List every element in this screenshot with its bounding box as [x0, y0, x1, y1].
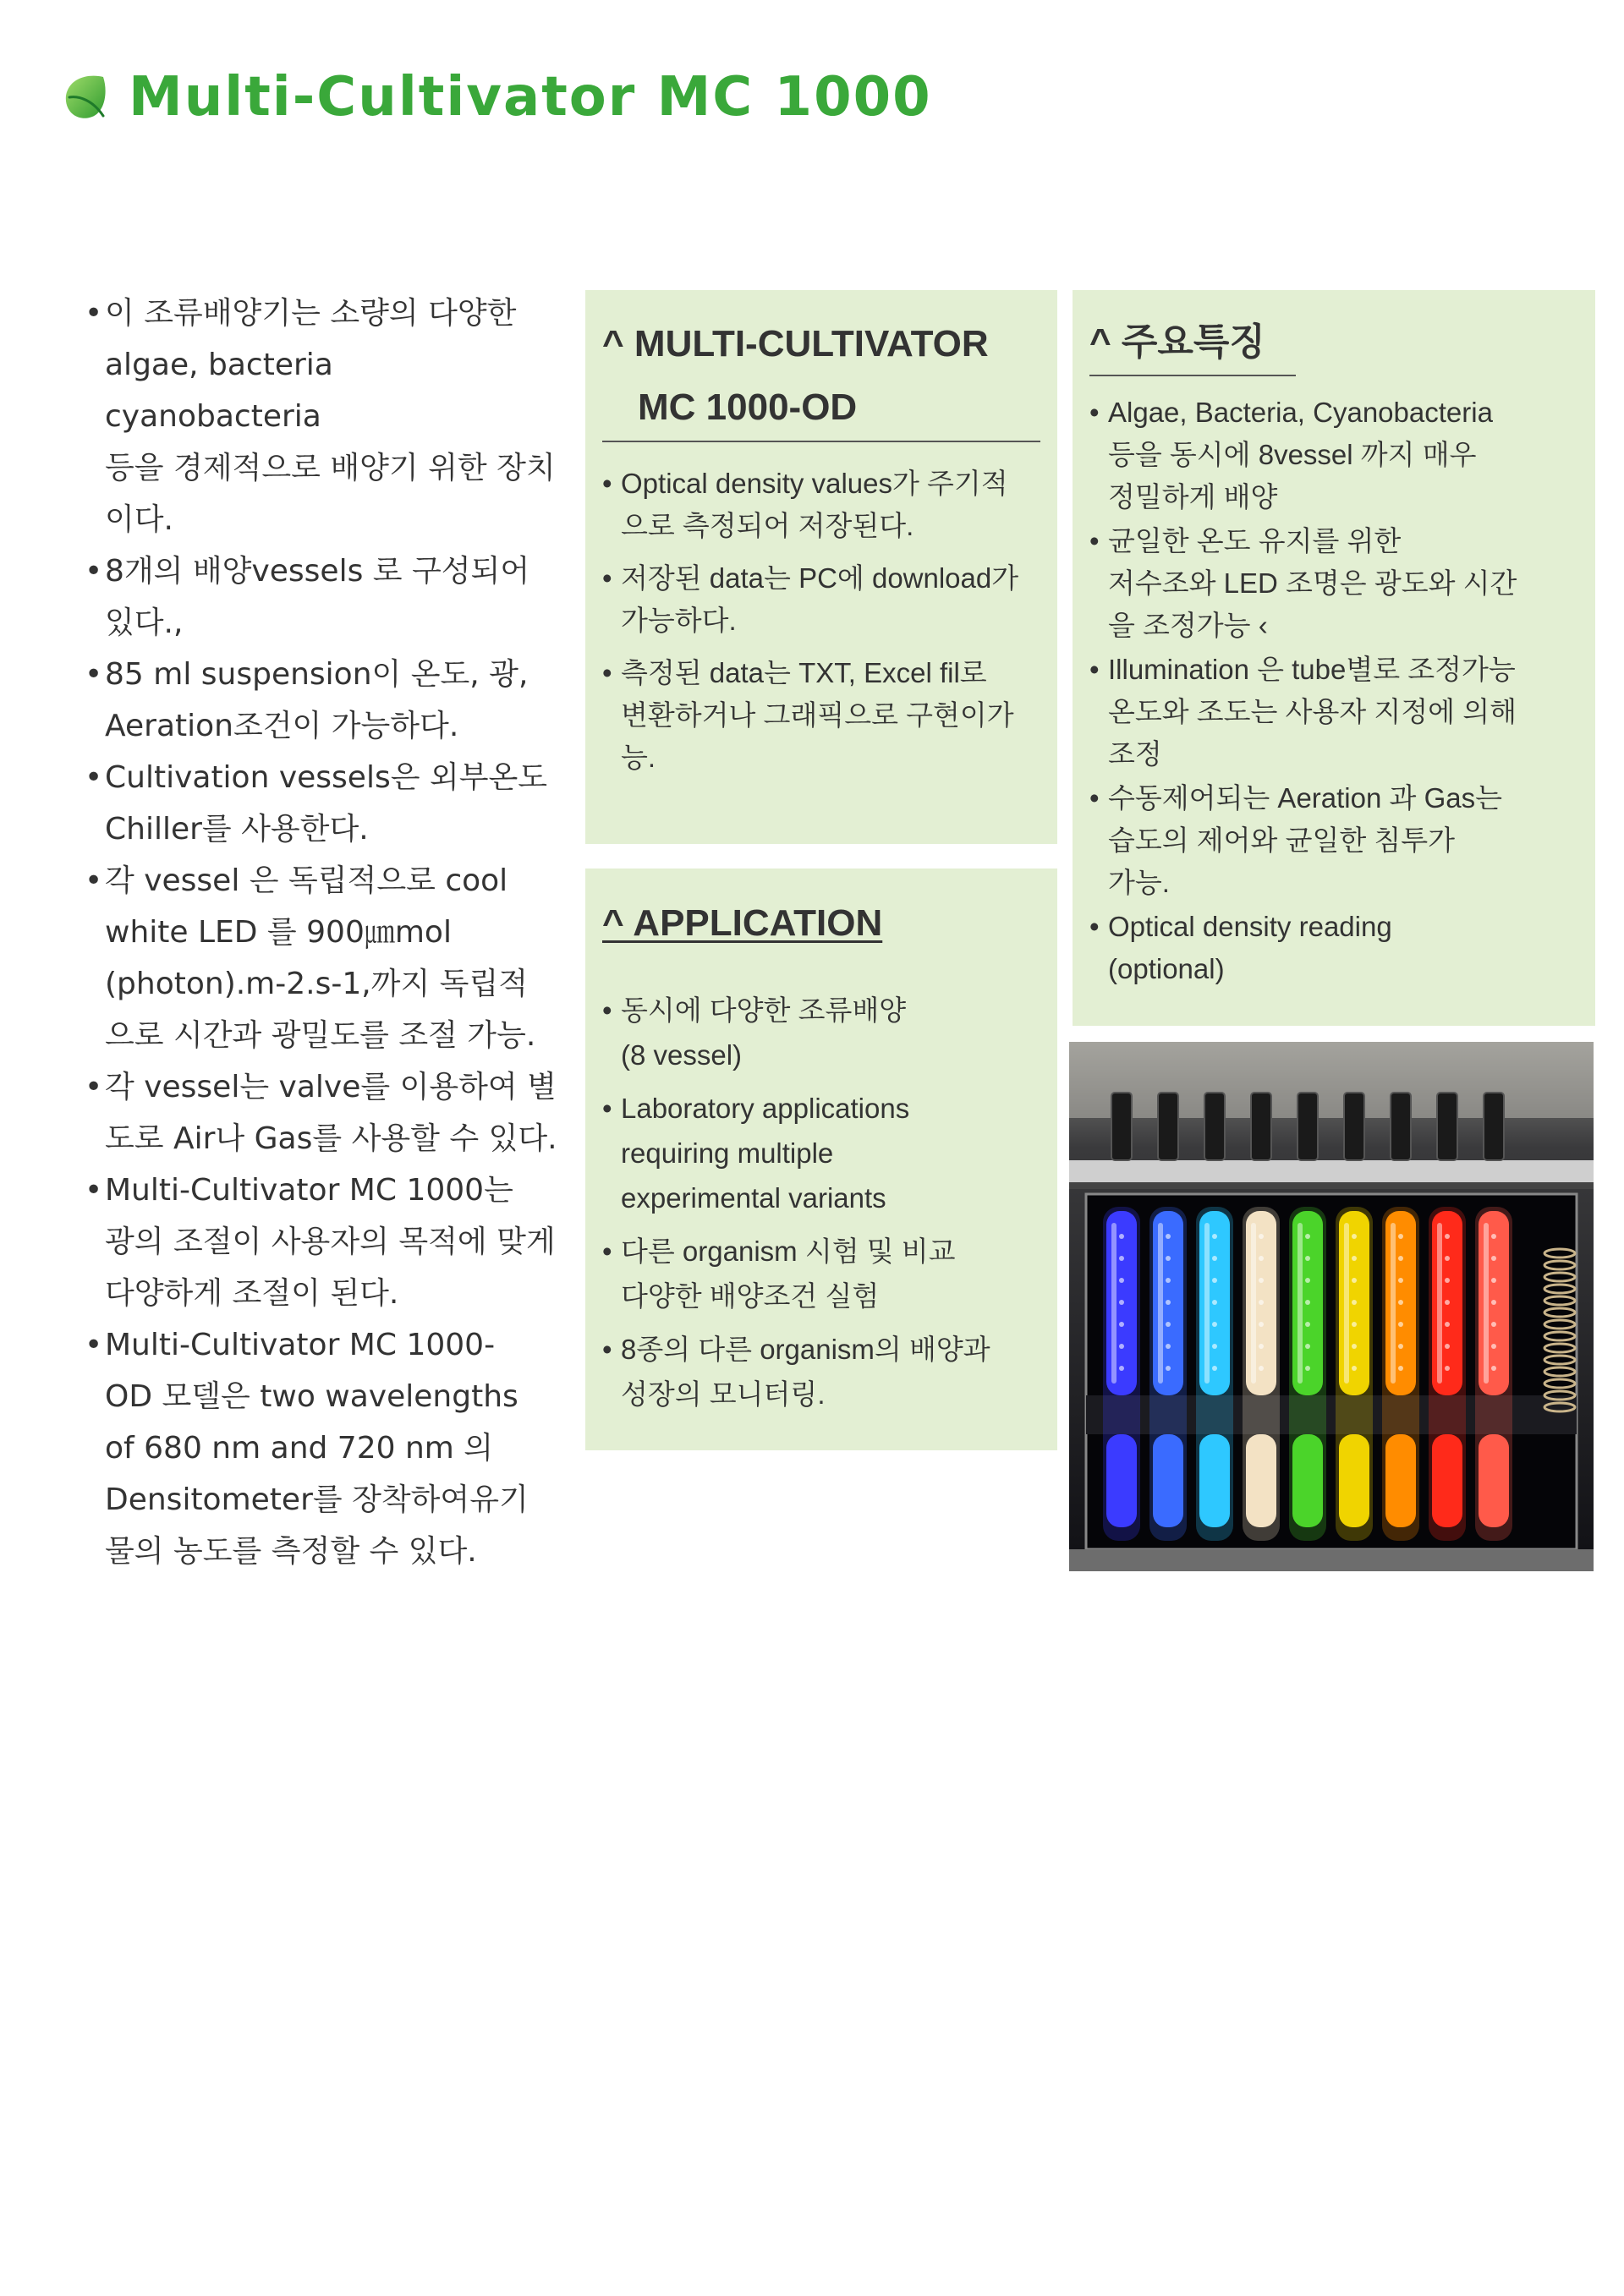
tube-bubble [1119, 1344, 1124, 1349]
feature-item-line: 가능. [1108, 867, 1170, 898]
tube-bubble [1119, 1278, 1124, 1283]
tube-bubble [1352, 1300, 1357, 1305]
tube-cap [1391, 1093, 1411, 1160]
od-heading-rule [602, 441, 1040, 442]
tube-bubble [1491, 1322, 1496, 1327]
intro-item-line: • 이 조류배양기는 소량의 다양한 [105, 296, 517, 331]
feature-item-line: 을 조정가능 ‹ [1108, 610, 1268, 641]
application-item [602, 1327, 1037, 1417]
tube-bubble [1259, 1322, 1264, 1327]
od-heading-line1: ^ MULTI-CULTIVATOR [602, 323, 989, 364]
feature-item-line: • 균일한 온도 유지를 위한 [1108, 525, 1402, 556]
intro-item-line: of 680 nm and 720 nm 의 [105, 1431, 494, 1466]
tube-bubble [1352, 1366, 1357, 1371]
feature-item [1089, 777, 1578, 904]
tube-bubble [1445, 1300, 1450, 1305]
tube-bubble [1491, 1278, 1496, 1283]
intro-item-line: Aeration조건이 가능하다. [105, 709, 459, 743]
tube-bubble [1259, 1256, 1264, 1261]
tube-bubble [1305, 1344, 1310, 1349]
application-heading: ^ APPLICATION [602, 902, 883, 944]
tube-bubble [1166, 1300, 1171, 1305]
top-rail-shadow [1069, 1182, 1594, 1189]
tube-bubble [1445, 1278, 1450, 1283]
intro-item-line: • Multi-Cultivator MC 1000는 [105, 1173, 513, 1208]
intro-list [85, 288, 558, 1577]
od-item [602, 557, 1037, 642]
intro-item-line: (photon).m-2.s-1,까지 독립적 [105, 967, 529, 1001]
tube-highlight [1344, 1223, 1349, 1384]
application-item-line: 다양한 배양조건 실험 [621, 1280, 880, 1312]
tube-highlight [1204, 1223, 1210, 1384]
intro-item [85, 1061, 558, 1164]
feature-item [1089, 906, 1578, 990]
tube-bubble [1259, 1234, 1264, 1239]
intro-item-line: Densitometer를 장착하여유기 [105, 1482, 529, 1517]
features-heading: ^ 주요특징 [1089, 321, 1265, 363]
tube-highlight [1437, 1223, 1442, 1384]
tube-bubble [1212, 1322, 1217, 1327]
application-item [602, 1086, 1037, 1220]
tube-bubble [1212, 1300, 1217, 1305]
od-item-line: • 측정된 data는 TXT, Excel fil로 [621, 657, 987, 688]
tube-cap [1204, 1093, 1225, 1160]
feature-item-line: 습도의 제어와 균일한 침투가 [1108, 825, 1456, 856]
tube-bubble [1491, 1300, 1496, 1305]
feature-item-line: 정밀하게 배양 [1108, 481, 1278, 512]
tube-bubble [1491, 1256, 1496, 1261]
tube-bubble [1398, 1256, 1403, 1261]
tube-cap [1344, 1093, 1364, 1160]
feature-item [1089, 520, 1578, 647]
tube-bubble [1119, 1322, 1124, 1327]
tube-bubble [1212, 1256, 1217, 1261]
application-item-line: (8 vessel) [621, 1039, 743, 1071]
intro-item-line: algae, bacteria cyanobacteria [105, 348, 333, 434]
intro-item [85, 545, 558, 649]
features-box [1073, 290, 1595, 1026]
intro-item-line: Chiller를 사용한다. [105, 812, 369, 847]
tube-bubble [1491, 1234, 1496, 1239]
tube-bubble [1166, 1256, 1171, 1261]
top-rail [1069, 1160, 1594, 1182]
features-heading-rule [1089, 375, 1296, 376]
tube-bubble [1166, 1344, 1171, 1349]
tube-cap [1484, 1093, 1504, 1160]
tube-bubble [1212, 1344, 1217, 1349]
tube-cap [1111, 1093, 1132, 1160]
intro-item [85, 1319, 558, 1577]
intro-item-line: • 85 ml suspension이 온도, 광, [105, 657, 529, 692]
tube-bubble [1212, 1278, 1217, 1283]
intro-item-line: • 각 vessel는 valve를 이용하여 별 [105, 1070, 557, 1104]
intro-item-line: 광의 조절이 사용자의 목적에 맞게 [105, 1225, 556, 1259]
application-box [585, 869, 1057, 1450]
tube-lower [1479, 1434, 1509, 1527]
od-item-line: 능. [621, 742, 656, 773]
od-item-line: • 저장된 data는 PC에 download가 [621, 562, 1019, 594]
tube-highlight [1391, 1223, 1396, 1384]
tube-bubble [1445, 1366, 1450, 1371]
tube-lower [1339, 1434, 1369, 1527]
tube-bubble [1352, 1234, 1357, 1239]
application-item [602, 988, 1037, 1077]
od-item [602, 652, 1037, 779]
od-box [585, 290, 1057, 844]
tube-highlight [1111, 1223, 1116, 1384]
feature-item-line: • Optical density reading [1108, 911, 1392, 942]
tube-bubble [1259, 1300, 1264, 1305]
tube-bubble [1398, 1344, 1403, 1349]
tube-bubble [1352, 1256, 1357, 1261]
intro-item [85, 649, 558, 752]
application-item-line: • Laboratory applications [621, 1093, 910, 1124]
tube-lower [1199, 1434, 1230, 1527]
intro-item-line: OD 모델은 two wavelengths [105, 1379, 518, 1414]
tube-bubble [1445, 1234, 1450, 1239]
tube-bubble [1305, 1278, 1310, 1283]
intro-item-line: white LED 를 900㎛mol [105, 915, 452, 950]
leaf-icon [61, 72, 110, 123]
od-item-line: • Optical density values가 주기적 [621, 468, 1008, 499]
intro-item [85, 288, 558, 545]
application-item-line: experimental variants [621, 1182, 886, 1214]
od-heading [602, 312, 1037, 439]
intro-item [85, 1164, 558, 1319]
tube-bubble [1445, 1344, 1450, 1349]
tube-bubble [1445, 1322, 1450, 1327]
intro-column [85, 288, 558, 1577]
tube-lower [1246, 1434, 1276, 1527]
intro-item [85, 855, 558, 1061]
intro-item-line: • Cultivation vessels은 외부온도 [105, 760, 548, 795]
tube-cap [1251, 1093, 1271, 1160]
tube-bubble [1398, 1366, 1403, 1371]
tube-bubble [1445, 1256, 1450, 1261]
tube-bubble [1352, 1278, 1357, 1283]
tube-lower [1385, 1434, 1416, 1527]
od-item-line: 가능하다. [621, 605, 737, 636]
tube-bubble [1305, 1322, 1310, 1327]
tube-highlight [1251, 1223, 1256, 1384]
tube-cap [1158, 1093, 1178, 1160]
device-photo [1069, 1042, 1594, 1571]
tube-bubble [1166, 1322, 1171, 1327]
application-item-line: 성장의 모니터링. [621, 1378, 826, 1410]
intro-item-line: • 각 vessel 은 독립적으로 cool [105, 863, 508, 898]
tube-lower [1153, 1434, 1183, 1527]
feature-item-line: 온도와 조도는 사용자 지정에 의해 [1108, 696, 1517, 727]
tube-bubble [1259, 1344, 1264, 1349]
feature-item-line: • Illumination 은 tube별로 조정가능 [1108, 654, 1516, 685]
application-item-line: • 다른 organism 시험 및 비교 [621, 1236, 956, 1267]
tube-bubble [1491, 1366, 1496, 1371]
feature-item-line: • Algae, Bacteria, Cyanobacteria [1108, 397, 1493, 428]
application-item-line: requiring multiple [621, 1137, 834, 1169]
tube-bubble [1119, 1256, 1124, 1261]
tube-highlight [1158, 1223, 1163, 1384]
tube-bubble [1491, 1344, 1496, 1349]
page-header [61, 59, 932, 135]
application-item-line: • 8종의 다른 organism의 배양과 [621, 1334, 990, 1365]
tube-bubble [1398, 1234, 1403, 1239]
tube-bubble [1259, 1278, 1264, 1283]
application-item [602, 1229, 1037, 1318]
tube-bubble [1398, 1278, 1403, 1283]
tube-highlight [1298, 1223, 1303, 1384]
od-heading-line2: MC 1000-OD [638, 386, 858, 428]
intro-item-line: 으로 시간과 광밀도를 조절 가능. [105, 1018, 536, 1053]
tube-bubble [1212, 1234, 1217, 1239]
tube-cap [1437, 1093, 1457, 1160]
tube-bubble [1212, 1366, 1217, 1371]
od-item-line: 으로 측정되어 저장된다. [621, 510, 914, 541]
tube-bubble [1352, 1344, 1357, 1349]
tube-lower [1292, 1434, 1323, 1527]
intro-item-line: • Multi-Cultivator MC 1000- [105, 1328, 496, 1362]
tube-lower [1432, 1434, 1462, 1527]
feature-item-line: 저수조와 LED 조명은 광도와 시간 [1108, 567, 1517, 599]
tube-cap [1298, 1093, 1318, 1160]
tube-bubble [1166, 1234, 1171, 1239]
tube-bubble [1305, 1300, 1310, 1305]
tube-highlight [1484, 1223, 1489, 1384]
tube-bubble [1305, 1366, 1310, 1371]
wall-outlet-strip [1069, 1042, 1594, 1118]
intro-item-line: 있다., [105, 606, 184, 640]
tube-bubble [1119, 1234, 1124, 1239]
od-list [602, 463, 1037, 779]
tube-bubble [1398, 1322, 1403, 1327]
tube-bubble [1166, 1366, 1171, 1371]
intro-item-line: • 8개의 배양vessels 로 구성되어 [105, 554, 530, 589]
feature-item [1089, 392, 1578, 518]
tube-bubble [1166, 1278, 1171, 1283]
feature-item-line: 등을 동시에 8vessel 까지 매우 [1108, 439, 1477, 470]
intro-item-line: 물의 농도를 측정할 수 있다. [105, 1534, 477, 1569]
page-title: Multi-Cultivator MC 1000 [129, 66, 932, 129]
tube-bubble [1352, 1322, 1357, 1327]
tube-bubble [1398, 1300, 1403, 1305]
application-list [602, 988, 1037, 1417]
base-plate [1069, 1549, 1594, 1571]
intro-item-line: 이다. [105, 502, 173, 537]
features-list [1089, 392, 1578, 990]
intro-item-line: 도로 Air나 Gas를 사용할 수 있다. [105, 1121, 557, 1156]
tube-bubble [1119, 1366, 1124, 1371]
tube-bubble [1305, 1256, 1310, 1261]
feature-item-line: • 수동제어되는 Aeration 과 Gas는 [1108, 782, 1502, 814]
feature-item-line: 조정 [1108, 738, 1162, 770]
tube-bubble [1119, 1300, 1124, 1305]
intro-item-line: 다양하게 조절이 된다. [105, 1276, 399, 1311]
tube-bubble [1305, 1234, 1310, 1239]
feature-item-line: (optional) [1108, 953, 1225, 984]
application-item-line: • 동시에 다양한 조류배양 [621, 995, 907, 1026]
device-photo-illustration [1069, 1042, 1594, 1571]
intro-item [85, 752, 558, 855]
tube-lower [1106, 1434, 1137, 1527]
od-item-line: 변환하거나 그래픽으로 구현이가 [621, 699, 1014, 731]
od-item [602, 463, 1037, 547]
tube-bubble [1259, 1366, 1264, 1371]
feature-item [1089, 649, 1578, 775]
intro-item-line: 등을 경제적으로 배양기 위한 장치 [105, 451, 556, 485]
